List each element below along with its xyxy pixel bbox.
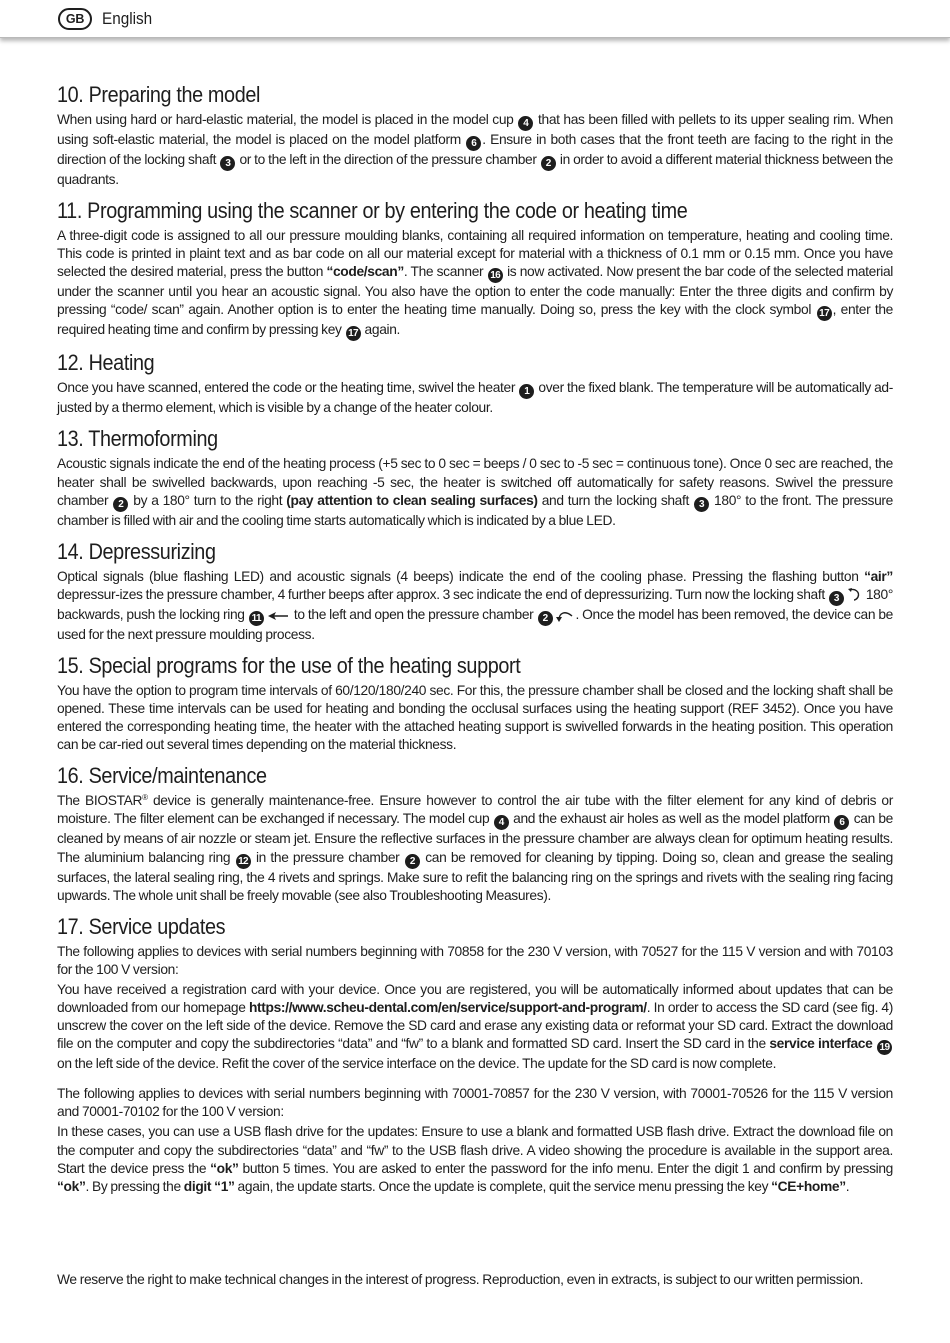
section-text: When using hard or hard-elastic material, the model is placed in the model cup 4 that has been filled with pellets to its upper sealing rim. When using soft-elastic material, the model is placed on the model platform 6 . Ensure in both cases that the front teeth are facing to the right in the direction of the locking shaft 3 or to the left in the direction of the pressure chamber 2 in order to avoid a different material thickness between the quadrants.	[57, 112, 894, 187]
number-6-icon: 6	[834, 815, 849, 830]
section-text: A three-digit code is assigned to all our pressure moulding blanks, containing all required information on temperature, heating and cooling time. This code is printed in plaint text and as bar code on all our material except for material with a thickness of 0.1 mm or 0.15 mm. Once you have selected the desired material, press the button “code/scan”. The scanner 16 is now activated. Now present the bar code of the selected material under the scanner until you hear an acoustic signal. You also have the option to enter the code manually: Enter the three digits and confirm by pressing “code/ scan” again. Another option is to enter the heating time manually. Doing so, press the key with the clock symbol 17 , enter the required heating time and confirm by pressing key 17 again.	[57, 228, 893, 340]
section-text: You have received a registration card with your device. Once you are registered, you will be automatically informed about updates that can be downloaded from our homepage https://www.scheu-dental.com/en/service/support-and-program/. In order to access the SD card (see fig. 4) unscrew the cover on the left side of the device. Remove the SD card and erase any existing data or reformat your SD card. Extract the download file on the computer and copy the subdirectories “data” and “fw” to a blank and formatted SD card. Insert the SD card in the service interface 19 on the left side of the device. Refit the cover of the service interface on the device. The update for the SD card is now complete.	[57, 981, 894, 1072]
section-text: Optical signals (blue flashing LED) and acoustic signals (4 beeps) indicate the end of the cooling phase. Pressing the flashing button “air” depressur-izes the pressure chamber, 4 further beeps after approx. 3 sec indicate the end of depressurizing. Turn now the locking shaft 3 180° backwards, push the locking ring 11 to the left and open the pressure chamber 2 . Once the model has been removed, the device can be used for the next pressure moulding process.	[57, 568, 893, 642]
rotate-counterclockwise-icon	[847, 587, 861, 602]
section-title: 17. Service updates	[57, 913, 226, 939]
number-3-icon: 3	[220, 156, 235, 171]
number-11-icon: 11	[249, 611, 264, 626]
section-service-updates	[57, 914, 893, 1196]
language-badge: GB	[58, 8, 92, 30]
section-preparing-model	[57, 82, 893, 189]
section-text: The BIOSTAR® device is generally maintenance-free. Ensure however to control the air tube with the filter element for any kind of debris or moisture. The filter element can be exchanged if necessary. The model cup 4 and the exhaust air holes as well as the model platform 6 can be cleaned by means of air nozzle or steam jet. Ensure the reflective surfaces in the pressure chamber are always clean for optimum heating results. The aluminium balancing ring 12 in the pressure chamber 2 can be removed for cleaning by tipping. Doing so, clean and grease the sealing surfaces, the lateral sealing ring, the 4 rivets and springs. Make sure to refit the balancing ring on the springs and rivets with the sealing ring facing upwards. The whole unit shall be freely movable (see also Troubleshooting Measures).	[57, 793, 894, 903]
section-heating	[57, 350, 893, 417]
section-text: In these cases, you can use a USB flash drive for the updates: Ensure to use a blank and formatted USB flash drive. Extract the download file on the computer and copy the subdirectories “data” and “fw” to the USB flash drive. A video showing the procedure is available in the support area. Start the device press the “ok” button 5 times. You are asked to enter the password for the info menu. Enter the digit 1 and confirm by pressing “ok”. By pressing the digit “1” again, the update starts. Once the update is complete, quit the service menu pressing the key “CE+home”.	[57, 1124, 893, 1194]
number-6-icon: 6	[466, 136, 481, 151]
number-19-icon: 19	[877, 1040, 892, 1055]
number-3-icon: 3	[694, 497, 709, 512]
number-17-icon: 17	[346, 326, 361, 341]
number-4-icon: 4	[494, 815, 509, 830]
section-programming	[57, 198, 893, 341]
section-service-maintenance	[57, 763, 893, 904]
language-label: English	[102, 9, 153, 28]
arrow-left-icon	[267, 610, 289, 622]
section-depressurizing	[57, 539, 893, 644]
number-2-icon: 2	[538, 611, 553, 626]
number-2-icon: 2	[541, 156, 556, 171]
section-text: The following applies to devices with serial numbers beginning with 70858 for the 230 V version, with 70527 for the 115 V version and with 70103 for the 100 V version:	[57, 943, 893, 977]
number-4-icon: 4	[518, 116, 533, 131]
section-title: 12. Heating	[57, 350, 155, 376]
section-text: Acoustic signals indicate the end of the heating process (+5 sec to 0 sec = beeps / 0 sec to -5 sec = continuous tone). Once 0 sec are reached, the heater shall be swivelled backwards, upon reaching -5 sec, the heater is switched off automatically for safety reasons. Swivel the pressure chamber 2 by a 180° turn to the right (pay attention to clean sealing surfaces) and turn the locking shaft 3 180° to the front. The pressure chamber is filled with air and the cooling time starts automatically which is indicated by a blue LED.	[57, 456, 893, 528]
section-text: The following applies to devices with serial numbers beginning with 70001-70857 for the 230 V version, with 70001-70526 for the 115 V version and 70001-70102 for the 100 V version:	[57, 1086, 893, 1120]
number-3-icon: 3	[829, 591, 844, 606]
section-title: 13. Thermoforming	[57, 426, 218, 452]
section-title: 15. Special programs for the use of the heating support	[57, 652, 521, 678]
section-text: Once you have scanned, entered the code or the heating time, swivel the heater 1 over the fixed blank. The temperature will be automatically ad-justed by a thermo element, which is visible by a change of the heater colour.	[57, 380, 893, 416]
section-title: 10. Preparing the model	[57, 82, 261, 107]
section-title: 11. Programming using the scanner or by entering the code or heating time	[57, 198, 688, 224]
number-2-icon: 2	[113, 497, 128, 512]
section-title: 16. Service/maintenance	[57, 763, 267, 789]
number-12-icon: 12	[236, 854, 251, 869]
number-2-icon: 2	[405, 854, 420, 869]
page-header	[0, 0, 950, 38]
section-title: 14. Depressurizing	[57, 538, 216, 564]
section-special-programs	[57, 653, 893, 754]
number-16-icon: 16	[488, 268, 503, 283]
rotate-open-icon	[556, 608, 574, 622]
number-17-icon: 17	[817, 306, 832, 321]
section-text: You have the option to program time intervals of 60/120/180/240 sec. For this, the pressure chamber shall be closed and the locking shaft shall be opened. These time intervals can be used for heating and bonding the occlusal surfaces using the heating support (REF 3452). Once you have entered the corresponding heating time, the heater with the attached heating support is swivelled forwards in the heating position. This operation can be car-ried out several times depending on the material thickness.	[57, 682, 893, 753]
section-thermoforming	[57, 426, 893, 529]
number-1-icon: 1	[519, 384, 534, 399]
document-body	[57, 82, 893, 1205]
footer-disclaimer: We reserve the right to make technical changes in the interest of progress. Reproduction, even in extracts, is subject to our written permission.	[57, 1272, 864, 1287]
